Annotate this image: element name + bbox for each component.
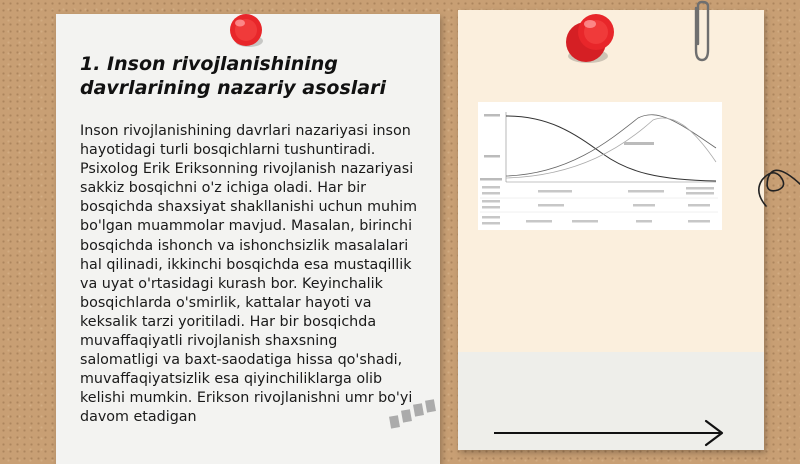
push-pin-icon: [226, 10, 268, 52]
body-paragraph: Inson rivojlanishining davrlari nazariyasi inson hayotidagi turli bosqichlarni tushuntiradi. Psixolog Erik Eriksonning rivojlanish nazariyasi sakkiz bosqichni o'z ichiga oladi. Har bir bosqichda shaxsiyat shakllanishi uchun muhim bo'lgan muammolar mavjud. Masalan, birinchi bosqichda ishonch va ishonchsizlik masalalari hal qilinadi, ikkinchi bosqichda esa mustaqillik va uyat o'rtasidagi kurash bor. Keyinchalik bosqichlarda o'smirlik, kattalar hayoti va keksalik tarzi yoritiladi. Har bir bosqichda muvaffaqiyatli rivojlanish shaxsning salomatligi va baxt-saodatiga hissa qo'shadi, muvaffaqiyatsizlik esa qiyinchiliklarga olib kelishi mumkin. Erikson rivojlanishni umr bo'yi davom etadigan: [80, 123, 418, 426]
development-stages-figure: [478, 102, 722, 230]
paperclip-icon: [688, 0, 714, 64]
push-pin-icon: [560, 12, 620, 68]
page-title: 1. Inson rivojlanishining davrlarining nazariy asoslari: [80, 53, 386, 99]
doodle-swirl-icon: [744, 150, 800, 240]
arrow-right-icon: [492, 418, 728, 448]
